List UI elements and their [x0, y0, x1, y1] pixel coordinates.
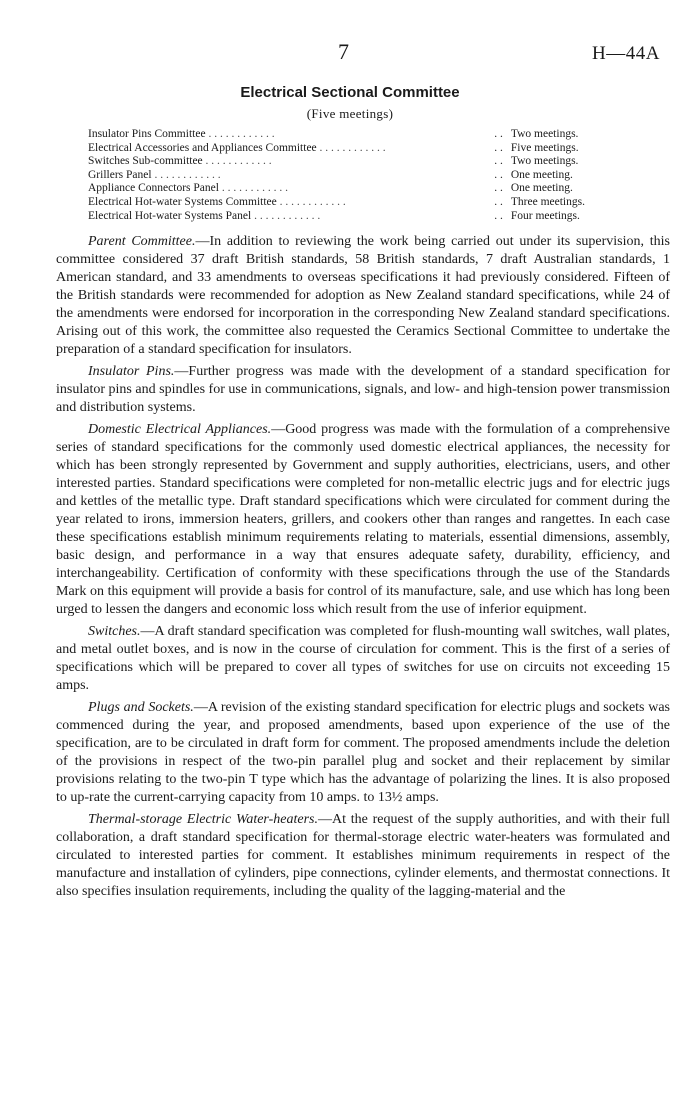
paragraph-text: —A draft standard specification was completed for flush-mounting wall switches, wall plates, and metal outlet boxes, and is now in the course of circulation for comment. This is the first of a series of specifications which will be prepared to cover all types of switches for use on circuits not exceeding 15 amps. — [56, 624, 670, 693]
meeting-count: Two meetings. — [510, 155, 579, 168]
document-reference: H—44A — [592, 43, 660, 64]
paragraph-domestic-appliances — [56, 421, 670, 619]
meeting-committee-name: Electrical Accessories and Appliances Committee . . — [88, 142, 419, 156]
meeting-row — [88, 169, 618, 183]
paragraph-text: —Good progress was made with the formulation of a comprehensive series of standard specifications for the commonly used domestic electrical appliances, the necessity for which has been strongly represented by Government and supply authorities, electricians, users, and other interested parties. Standard specifications were completed for non-metallic electric jugs and for electric jugs and kettles of the metallic type. Draft standard specifications which were circulated for comment during the year related to irons, immersion heaters, grillers, and cookers other than ranges and rangettes. In each case these specifications establish minimum requirements relating to materials, essential dimensions, assembly, basic design, and performance in a way that ensures adequate safety, durability, efficiency, and interchangeability. Certification of conformity with these specifications through the use of the Standards Mark on this equipment will provide a basis for control of its manufacture, sale, and use which has long been urged to lessen the dangers and economic loss which result from the use of inferior equipment. — [56, 422, 670, 617]
paragraph-heading: Domestic Electrical Appliances. — [88, 422, 272, 437]
meeting-committee-name: Appliance Connectors Panel . . — [88, 182, 419, 196]
meetings-list — [88, 128, 618, 223]
paragraph-parent-committee — [56, 233, 670, 359]
section-title: Electrical Sectional Committee — [240, 84, 460, 101]
paragraph-plugs-sockets — [56, 699, 670, 807]
leader-dots: . . — [494, 182, 503, 195]
leader-dots: . . — [494, 155, 503, 168]
paragraph-insulator-pins — [56, 363, 670, 417]
meeting-count: One meeting. — [510, 168, 573, 181]
meeting-committee-name: Grillers Panel . . — [88, 169, 419, 183]
meeting-committee-name: Insulator Pins Committee . . — [88, 128, 419, 142]
meeting-row — [88, 128, 618, 142]
meeting-committee-name: Electrical Hot-water Systems Committee . . — [88, 196, 419, 210]
paragraph-heading: Parent Committee. — [88, 234, 196, 249]
leader-dots: . . — [494, 195, 503, 208]
meeting-row — [88, 182, 618, 196]
meeting-row — [88, 210, 618, 224]
meeting-count: One meeting. — [510, 182, 573, 195]
paragraph-text: —Further progress was made with the development of a standard specification for insulator pins and spindles for use in communications, signals, and low- and high-tension power transmission and distribution systems. — [56, 364, 670, 415]
paragraph-switches — [56, 623, 670, 695]
paragraph-text: —In addition to reviewing the work being carried out under its supervision, this committee considered 37 draft British standards, 58 British standards, 7 draft Australian standards, 1 American standard, and 33 amendments to overseas specifications it had previously considered. Fifteen of the British standards were recommended for adoption as New Zealand standard specifications, while 24 of the amendments were endorsed for incorporation in the corresponding New Zealand standard specifications. Arising out of this work, the committee also requested the Ceramics Sectional Committee to undertake the preparation of a standard specification for insulators. — [56, 234, 670, 357]
paragraph-heading: Thermal-storage Electric Water-heaters. — [88, 812, 318, 827]
paragraph-water-heaters — [56, 811, 670, 901]
meeting-count: Three meetings. — [510, 195, 585, 208]
leader-dots: . . — [494, 128, 503, 140]
section-subtitle: (Five meetings) — [306, 106, 394, 121]
meeting-count: Five meetings. — [510, 141, 579, 154]
paragraph-text: —A revision of the existing standard specification for electric plugs and sockets was commenced during the year, and proposed amendments, based upon experience of the use of the specification, are to be circulated in draft form for comment. The proposed amendments include the deletion of the provisions in respect of the two-pin parallel plug and socket and their replacement by similar provisions relating to the two-pin T type which has the advantage of polarizing the lines. It is also proposed to up-rate the current-carrying capacity from 10 amps. to 13½ amps. — [56, 700, 670, 805]
leader-dots: . . — [494, 209, 503, 222]
paragraph-heading: Insulator Pins. — [88, 364, 175, 379]
meeting-committee-name: Electrical Hot-water Systems Panel . . — [88, 210, 419, 224]
paragraph-heading: Switches. — [88, 624, 141, 639]
leader-dots: . . — [494, 141, 503, 154]
body-text — [56, 233, 670, 905]
meeting-row — [88, 196, 618, 210]
meeting-row — [88, 155, 618, 169]
meeting-row — [88, 142, 618, 156]
leader-dots: . . — [494, 168, 503, 181]
page-number: 7 — [338, 39, 349, 64]
meeting-count: Two meetings. — [510, 128, 579, 140]
meeting-committee-name: Switches Sub-committee . . — [88, 155, 419, 169]
meeting-count: Four meetings. — [510, 209, 580, 222]
paragraph-heading: Plugs and Sockets. — [88, 700, 194, 715]
paragraph-text: —At the request of the supply authorities, and with their full collaboration, a draft standard specification for thermal-storage electric water-heaters was formulated and circulated to interested parties for comment. It establishes minimum requirements in respect of the manufacture and installation of cylinders, pipe connections, cylinder elements, and thermostat connections. It also specifies insulation requirements, including the quality of the lagging-material and the — [56, 812, 670, 899]
